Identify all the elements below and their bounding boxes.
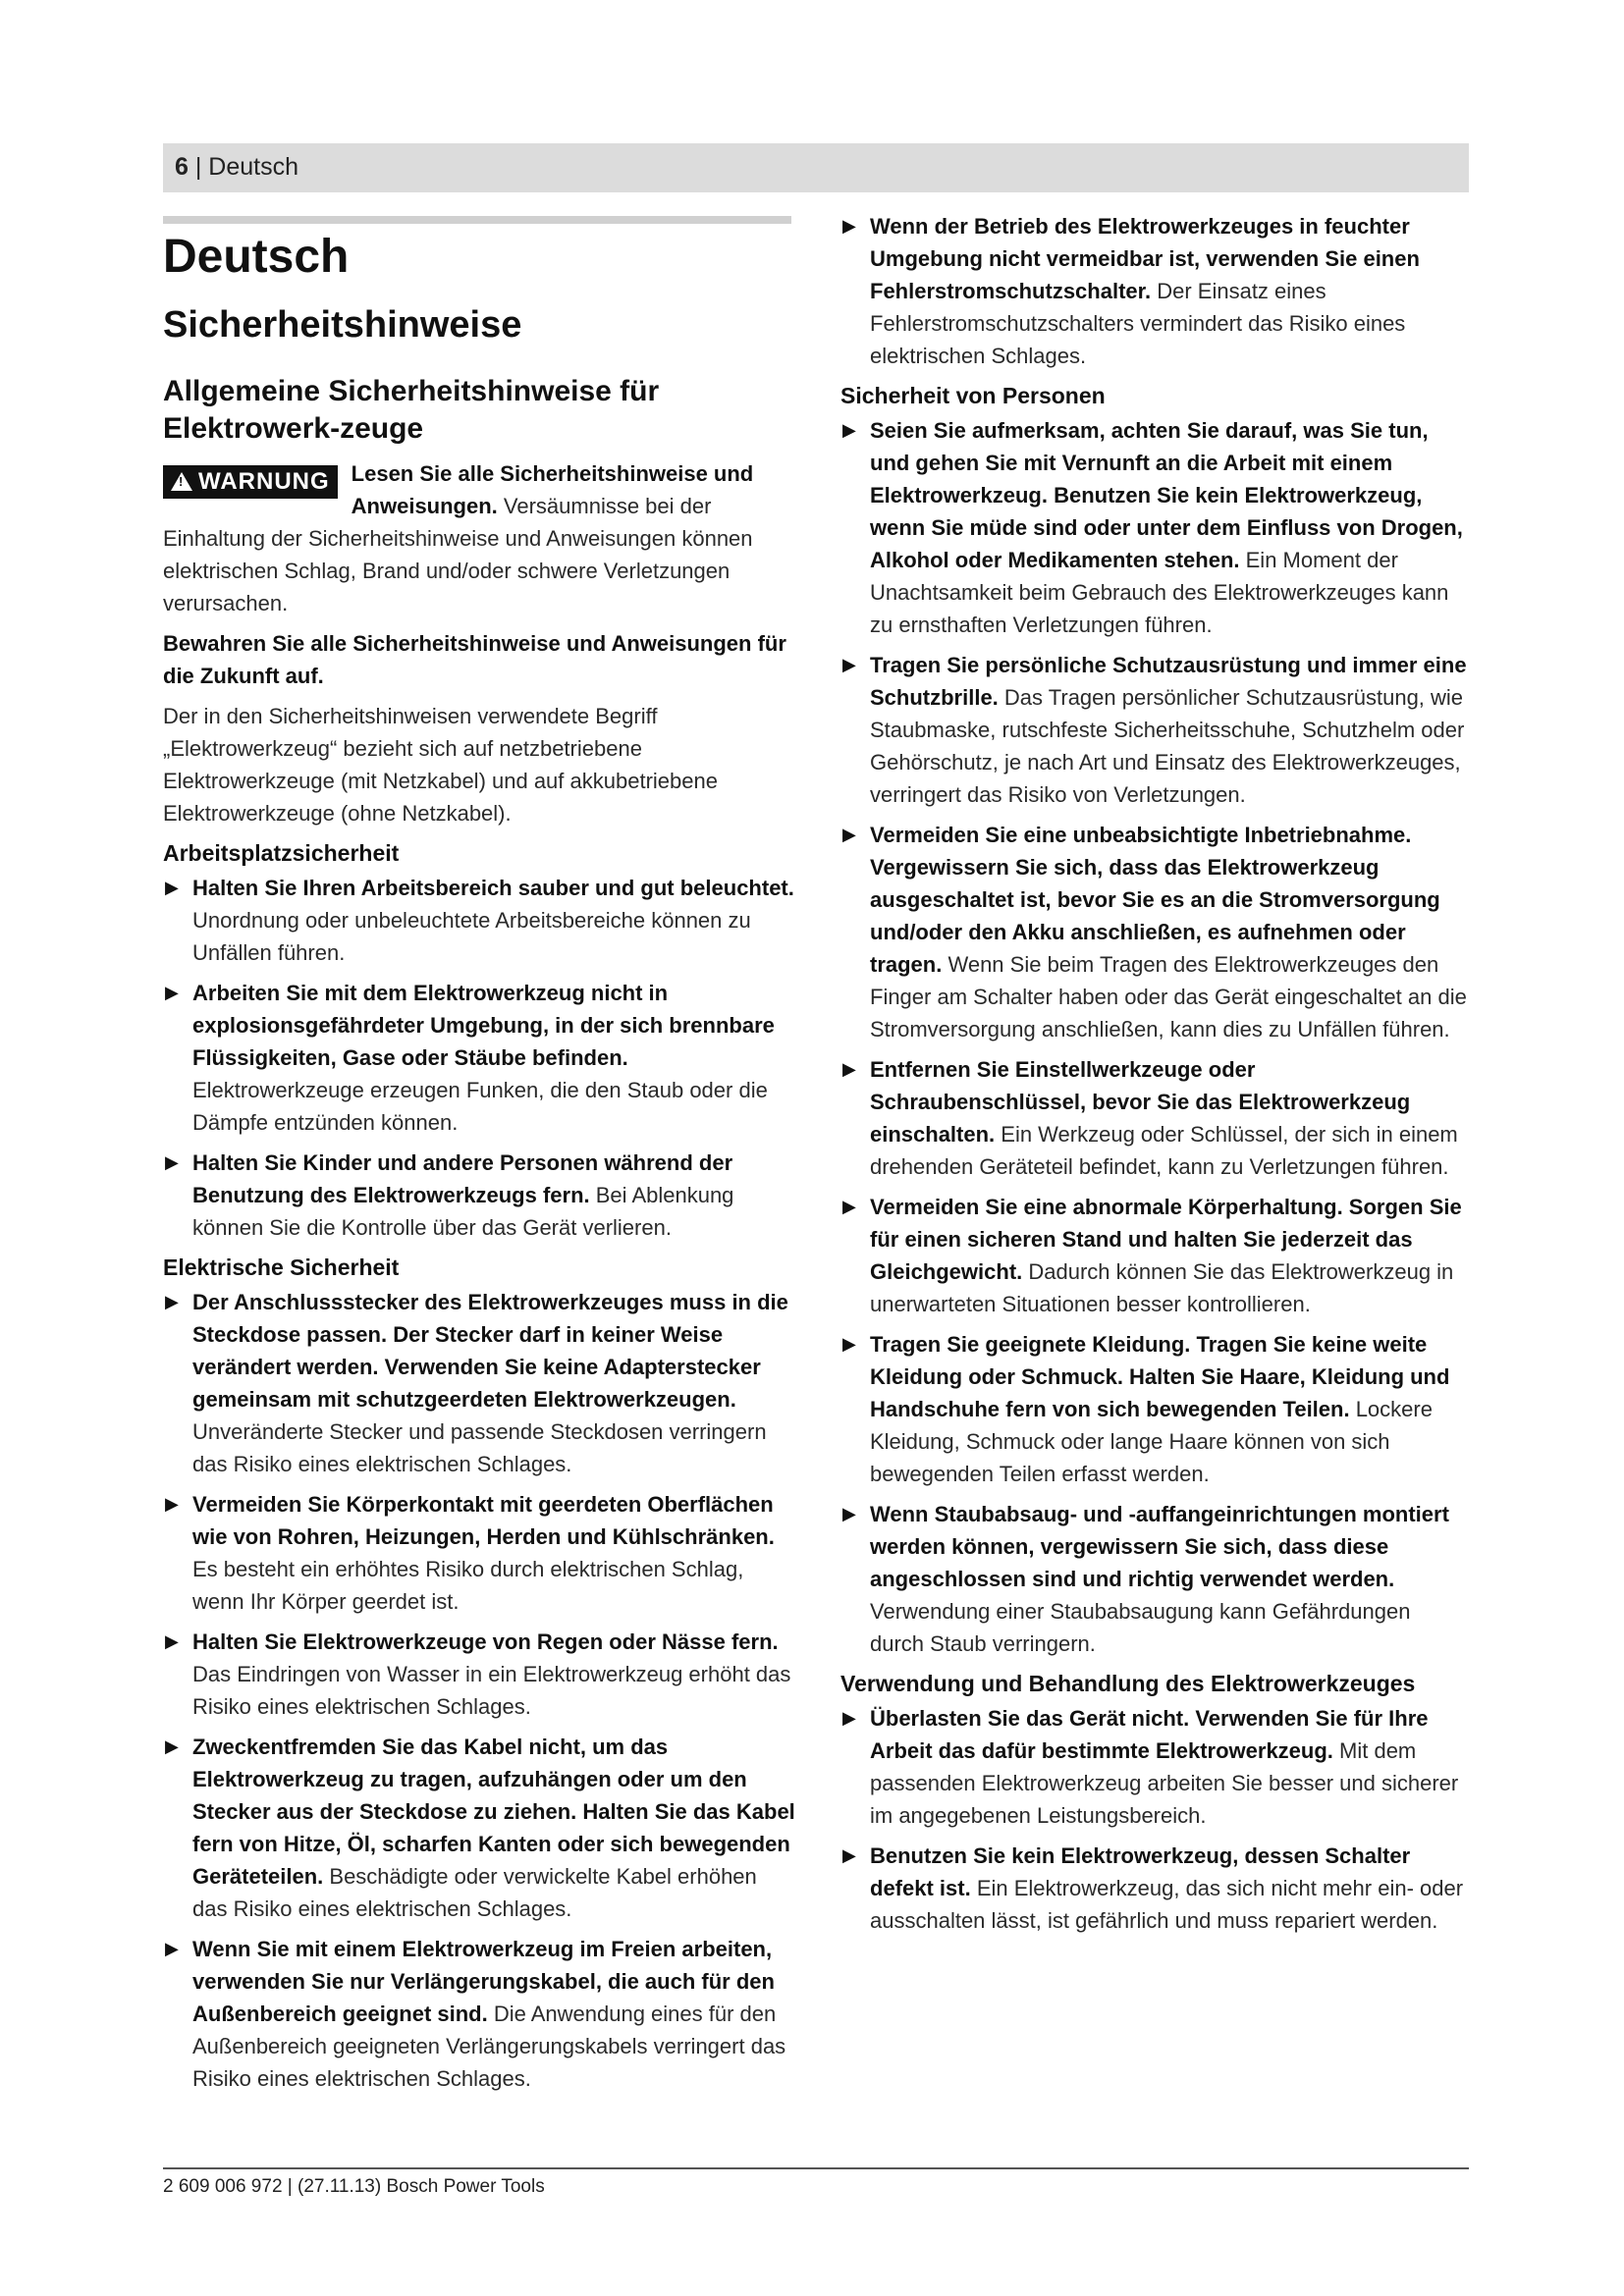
item-text: Das Eindringen von Wasser in ein Elektrowerkzeug erhöht das Risiko eines elektrischen Schlages.: [192, 1662, 791, 1719]
item-text: Verwendung einer Staubabsaugung kann Gefährdungen durch Staub verringern.: [870, 1599, 1411, 1656]
list-item: [163, 872, 795, 969]
list-item: [840, 210, 1469, 372]
section-title: Sicherheitshinweise: [163, 304, 522, 346]
right-column: [840, 210, 1469, 1945]
item-text: Die Anwendung eines für den Außenbereich geeigneten Verlängerungskabels verringert das Risiko eines elektrischen Schlages.: [192, 2002, 786, 2091]
warning-label: WARNUNG: [198, 468, 330, 495]
item-lead: Halten Sie Kinder und andere Personen während der Benutzung des Elektrowerkzeugs fern.: [192, 1150, 733, 1207]
bullet-arrow-icon: ▶: [842, 420, 856, 440]
definition-paragraph: Der in den Sicherheitshinweisen verwendete Begriff „Elektrowerkzeug“ bezieht sich auf netzbetriebene Elektrowerkzeuge (mit Netzkabel) und auf akkubetriebene Elektrowerkzeuge (ohne Netzkabel).: [163, 704, 718, 826]
bullet-arrow-icon: ▶: [165, 1631, 179, 1651]
list-item: [840, 1191, 1469, 1320]
item-text: Wenn Sie beim Tragen des Elektrowerkzeuges den Finger am Schalter haben oder das Gerät eingeschaltet an die Stromversorgung anschließen, kann dies zu Unfällen führen.: [870, 952, 1467, 1041]
electrical-heading: Elektrische Sicherheit: [163, 1255, 400, 1280]
list-item: [163, 1731, 795, 1925]
item-lead: Tragen Sie persönliche Schutzausrüstung und immer eine Schutzbrille.: [870, 653, 1467, 710]
item-text: Lockere Kleidung, Schmuck oder lange Haare können von sich bewegenden Teilen erfasst werden.: [870, 1397, 1433, 1486]
item-lead: Benutzen Sie kein Elektrowerkzeug, dessen Schalter defekt ist.: [870, 1843, 1411, 1900]
bullet-arrow-icon: ▶: [165, 983, 179, 1002]
bullet-arrow-icon: ▶: [842, 1059, 856, 1079]
item-text: Das Tragen persönlicher Schutzausrüstung, wie Staubmaske, rutschfeste Sicherheitsschuhe, Schutzhelm oder Gehörschutz, je nach Art und Einsatz des Elektrowerkzeuges, verringert das Risiko von Verletzungen.: [870, 685, 1465, 807]
keep-instructions: Bewahren Sie alle Sicherheitshinweise und Anweisungen für die Zukunft auf.: [163, 631, 786, 688]
item-text: Es besteht ein erhöhtes Risiko durch elektrischen Schlag, wenn Ihr Körper geerdet ist.: [192, 1557, 744, 1614]
list-item: [163, 977, 795, 1139]
item-lead: Seien Sie aufmerksam, achten Sie darauf, was Sie tun, und gehen Sie mit Vernunft an die Arbeit mit einem Elektrowerkzeug. Benutzen Sie kein Elektrowerkzeug, wenn Sie müde sind oder unter dem Einfluss von Drogen, Alkohol oder Medikamenten stehen.: [870, 418, 1463, 572]
item-text: Elektrowerkzeuge erzeugen Funken, die den Staub oder die Dämpfe entzünden können.: [192, 1078, 768, 1135]
list-item: [163, 1488, 795, 1618]
item-text: Ein Werkzeug oder Schlüssel, der sich in einem drehenden Geräteteil befindet, kann zu Verletzungen führen.: [870, 1122, 1458, 1179]
bullet-arrow-icon: ▶: [165, 1152, 179, 1172]
item-lead: Wenn Staubabsaug- und -auffangeinrichtungen montiert werden können, vergewissern Sie sich, dass diese angeschlossen sind und richtig verwendet werden.: [870, 1502, 1449, 1591]
item-lead: Wenn der Betrieb des Elektrowerkzeuges in feuchter Umgebung nicht vermeidbar ist, verwenden Sie einen Fehlerstromschutzschalter.: [870, 214, 1420, 303]
item-text: Bei Ablenkung können Sie die Kontrolle über das Gerät verlieren.: [192, 1183, 734, 1240]
item-lead: Wenn Sie mit einem Elektrowerkzeug im Freien arbeiten, verwenden Sie nur Verlängerungskabel, die auch für den Außenbereich geeignet sind.: [192, 1937, 775, 2026]
item-lead: Tragen Sie geeignete Kleidung. Tragen Sie keine weite Kleidung oder Schmuck. Halten Sie Haare, Kleidung und Handschuhe fern von sich bewegenden Teilen.: [870, 1332, 1450, 1421]
bullet-arrow-icon: ▶: [842, 216, 856, 236]
page-header-bar: [163, 143, 1469, 192]
item-text: Der Einsatz eines Fehlerstromschutzschalters vermindert das Risiko eines elektrischen Schlages.: [870, 279, 1406, 368]
item-text: Dadurch können Sie das Elektrowerkzeug in unerwarteten Situationen besser kontrollieren.: [870, 1259, 1454, 1316]
item-lead: Vermeiden Sie eine abnormale Körperhaltung. Sorgen Sie für einen sicheren Stand und halten Sie jederzeit das Gleichgewicht.: [870, 1195, 1462, 1284]
bullet-arrow-icon: ▶: [165, 1292, 179, 1311]
item-lead: Arbeiten Sie mit dem Elektrowerkzeug nicht in explosionsgefährdeter Umgebung, in der sich brennbare Flüssigkeiten, Gase oder Stäube befinden.: [192, 981, 775, 1070]
list-item: [840, 1328, 1469, 1490]
item-lead: Entfernen Sie Einstellwerkzeuge oder Schraubenschlüssel, bevor Sie das Elektrowerkzeug einschalten.: [870, 1057, 1411, 1147]
item-text: Unveränderte Stecker und passende Steckdosen verringern das Risiko eines elektrischen Schlages.: [192, 1419, 767, 1476]
item-lead: Halten Sie Elektrowerkzeuge von Regen oder Nässe fern.: [192, 1629, 779, 1654]
bullet-arrow-icon: ▶: [842, 1504, 856, 1523]
page-footer: 2 609 006 972 | (27.11.13) Bosch Power Tools: [163, 2176, 545, 2197]
left-column: [163, 216, 795, 2103]
personal-heading: Sicherheit von Personen: [840, 383, 1106, 408]
item-text: Ein Moment der Unachtsamkeit beim Gebrauch des Elektrowerkzeuges kann zu ernsthaften Verletzungen führen.: [870, 548, 1449, 637]
list-item: [163, 1933, 795, 2095]
bullet-arrow-icon: ▶: [842, 1197, 856, 1216]
bullet-arrow-icon: ▶: [165, 1494, 179, 1514]
list-item: [840, 1840, 1469, 1937]
item-lead: Halten Sie Ihren Arbeitsbereich sauber und gut beleuchtet.: [192, 876, 794, 900]
list-item: [840, 819, 1469, 1045]
item-text: Mit dem passenden Elektrowerkzeug arbeiten Sie besser und sicherer im angegebenen Leistungsbereich.: [870, 1738, 1459, 1828]
list-item: [840, 649, 1469, 811]
item-text: Beschädigte oder verwickelte Kabel erhöhen das Risiko eines elektrischen Schlages.: [192, 1864, 757, 1921]
list-item: [840, 1702, 1469, 1832]
bullet-arrow-icon: ▶: [842, 1708, 856, 1728]
list-item: [840, 414, 1469, 641]
item-lead: Vermeiden Sie eine unbeabsichtigte Inbetriebnahme. Vergewissern Sie sich, dass das Elektrowerkzeug ausgeschaltet ist, bevor Sie es an die Stromversorgung und/oder den Akku anschließen, es aufnehmen oder tragen.: [870, 823, 1440, 977]
list-item: [163, 1626, 795, 1723]
item-lead: Überlasten Sie das Gerät nicht. Verwenden Sie für Ihre Arbeit das dafür bestimmte Elektrowerkzeug.: [870, 1706, 1429, 1763]
page-header: 6 | Deutsch: [175, 153, 299, 181]
header-section: Deutsch: [208, 153, 299, 181]
item-lead: Zweckentfremden Sie das Kabel nicht, um das Elektrowerkzeug zu tragen, aufzuhängen oder um den Stecker aus der Steckdose zu ziehen. Halten Sie das Kabel fern von Hitze, Öl, scharfen Kanten oder sich bewegenden Geräteteilen.: [192, 1735, 795, 1889]
bullet-arrow-icon: ▶: [842, 1334, 856, 1354]
list-item: [840, 1498, 1469, 1660]
warning-text: Versäumnisse bei der Einhaltung der Sicherheitshinweise und Anweisungen können elektrischen Schlag, Brand und/oder schwere Verletzungen verursachen.: [163, 494, 753, 615]
item-text: Ein Elektrowerkzeug, das sich nicht mehr ein- oder ausschalten lässt, ist gefährlich und muss repariert werden.: [870, 1876, 1464, 1933]
bullet-arrow-icon: ▶: [842, 1845, 856, 1865]
page-number: 6: [175, 153, 189, 181]
bullet-arrow-icon: ▶: [842, 825, 856, 844]
item-lead: Der Anschlussstecker des Elektrowerkzeuges muss in die Steckdose passen. Der Stecker darf in keiner Weise verändert werden. Verwenden Sie keine Adapterstecker gemeinsam mit schutzgeerdeten Elektrowerkzeugen.: [192, 1290, 788, 1412]
warning-lead: Lesen Sie alle Sicherheitshinweise und Anweisungen.: [351, 461, 754, 518]
list-item: [163, 1147, 795, 1244]
warning-block: [163, 457, 795, 619]
title-rule: [163, 216, 791, 224]
page-title: Deutsch: [163, 231, 350, 283]
general-heading: Allgemeine Sicherheitshinweise für Elektrowerk-zeuge: [163, 375, 660, 445]
bullet-arrow-icon: ▶: [165, 1939, 179, 1958]
bullet-arrow-icon: ▶: [165, 1736, 179, 1756]
item-text: Unordnung oder unbeleuchtete Arbeitsbereiche können zu Unfällen führen.: [192, 908, 751, 965]
warning-badge: [163, 465, 338, 499]
usage-heading: Verwendung und Behandlung des Elektrowerkzeuges: [840, 1671, 1416, 1696]
workplace-heading: Arbeitsplatzsicherheit: [163, 840, 400, 866]
list-item: [163, 1286, 795, 1480]
list-item: [840, 1053, 1469, 1183]
footer-rule: [163, 2167, 1469, 2169]
bullet-arrow-icon: ▶: [165, 878, 179, 897]
warning-triangle-icon: [171, 472, 192, 491]
bullet-arrow-icon: ▶: [842, 655, 856, 674]
item-lead: Vermeiden Sie Körperkontakt mit geerdeten Oberflächen wie von Rohren, Heizungen, Herden und Kühlschränken.: [192, 1492, 775, 1549]
